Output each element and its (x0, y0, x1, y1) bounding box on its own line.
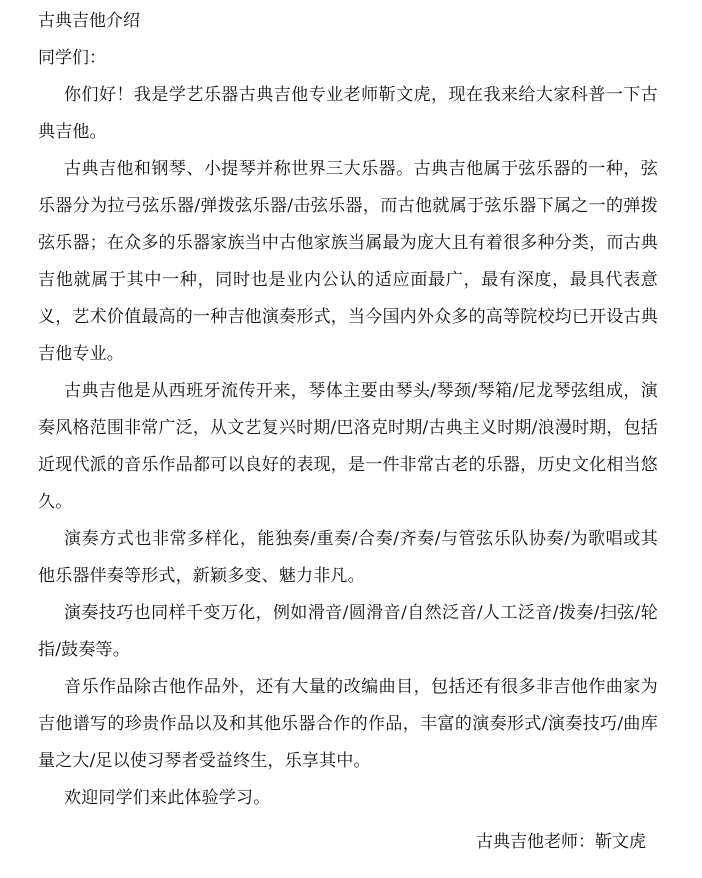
paragraph-techniques: 演奏技巧也同样千变万化，例如滑音/圆滑音/自然泛音/人工泛音/拨奏/扫弦/轮指/鼓奏等。 (38, 603, 658, 660)
paragraph-history: 古典吉他是从西班牙流传开来，琴体主要由琴头/琴颈/琴箱/尼龙琴弦组成，演奏风格范围非常广泛，从文艺复兴时期/巴洛克时期/古典主义时期/浪漫时期，包括近现代派的音乐作品都可以良好的表现，是一件非常古老的乐器，历史文化相当悠久。 (38, 381, 658, 512)
paragraph-performance-modes: 演奏方式也非常多样化，能独奏/重奏/合奏/齐奏/与管弦乐队协奏/为歌唱或其他乐器伴奏等形式，新颖多变、魅力非凡。 (38, 529, 658, 586)
salutation: 同学们： (38, 48, 106, 68)
paragraph-welcome: 欢迎同学们来此体验学习。 (64, 788, 271, 808)
document-title: 古典吉他介绍 (38, 11, 140, 31)
paragraph-overview: 古典吉他和钢琴、小提琴并称世界三大乐器。古典吉他属于弦乐器的一种，弦乐器分为拉弓弦乐器/弹拨弦乐器/击弦乐器，而古他就属于弦乐器下属之一的弹拨弦乐器；在众多的乐器家族当中古他家族当属最为庞大且有着很多种分类，而古典吉他就属于其中一种，同时也是业内公认的适应面最广，最有深度，最具代表意义，艺术价值最高的一种吉他演奏形式，当今国内外众多的高等院校均已开设古典吉他专业。 (38, 159, 658, 364)
paragraph-repertoire: 音乐作品除古他作品外，还有大量的改编曲目，包括还有很多非吉他作曲家为吉他谱写的珍贵作品以及和其他乐器合作的作品，丰富的演奏形式/演奏技巧/曲库量之大/足以使习琴者受益终生，乐享其中。 (38, 677, 658, 771)
paragraph-greeting: 你们好！我是学艺乐器古典吉他专业老师靳文虎，现在我来给大家科普一下古典吉他。 (38, 85, 658, 142)
document-body (38, 0, 658, 817)
signature: 古典吉他老师：靳文虎 (476, 832, 646, 852)
